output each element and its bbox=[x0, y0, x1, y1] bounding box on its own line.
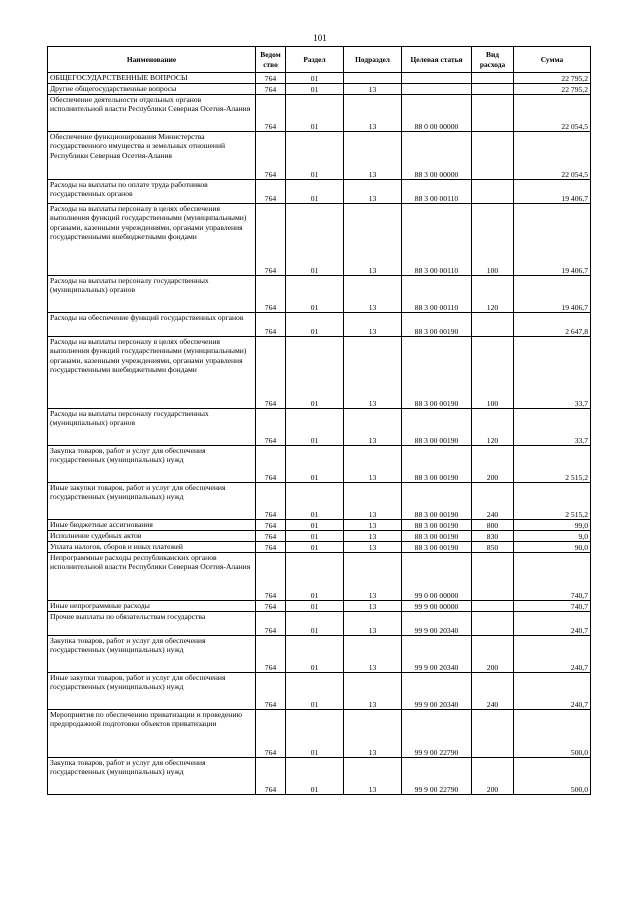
cell-razd: 01 bbox=[286, 276, 344, 313]
cell-name: Иные бюджетные ассигнования bbox=[48, 520, 256, 531]
table-row bbox=[48, 409, 591, 446]
cell-vid: 240 bbox=[472, 483, 514, 520]
cell-pod: 13 bbox=[344, 276, 402, 313]
cell-name: Иные закупки товаров, работ и услуг для обеспечения государственных (муниципальных) нужд bbox=[48, 673, 256, 710]
header-podrazdel: Подраздел bbox=[344, 47, 402, 73]
cell-cel: 88 3 00 00190 bbox=[402, 337, 472, 409]
cell-name: Закупка товаров, работ и услуг для обеспечения государственных (муниципальных) нужд bbox=[48, 636, 256, 673]
cell-cel: 88 3 00 00190 bbox=[402, 531, 472, 542]
table-row bbox=[48, 673, 591, 710]
cell-cel: 88 3 00 00110 bbox=[402, 204, 472, 276]
table-row bbox=[48, 276, 591, 313]
cell-razd: 01 bbox=[286, 132, 344, 180]
cell-razd: 01 bbox=[286, 710, 344, 758]
cell-vid bbox=[472, 710, 514, 758]
cell-pod: 13 bbox=[344, 710, 402, 758]
cell-vid: 100 bbox=[472, 337, 514, 409]
cell-cel: 88 3 00 00190 bbox=[402, 483, 472, 520]
cell-name: Уплата налогов, сборов и иных платежей bbox=[48, 542, 256, 553]
cell-pod: 13 bbox=[344, 409, 402, 446]
cell-vid: 200 bbox=[472, 636, 514, 673]
cell-pod: 13 bbox=[344, 95, 402, 132]
cell-name: Расходы на выплаты персоналу государственных (муниципальных) органов bbox=[48, 276, 256, 313]
cell-sum: 90,0 bbox=[514, 542, 591, 553]
cell-ved: 764 bbox=[256, 204, 286, 276]
table-row bbox=[48, 180, 591, 204]
cell-vid bbox=[472, 95, 514, 132]
cell-ved: 764 bbox=[256, 483, 286, 520]
cell-pod: 13 bbox=[344, 601, 402, 612]
table-row bbox=[48, 612, 591, 636]
cell-name: Исполнение судебных актов bbox=[48, 531, 256, 542]
cell-sum: 740,7 bbox=[514, 601, 591, 612]
header-vid: Вид расхода bbox=[472, 47, 514, 73]
cell-sum: 33,7 bbox=[514, 409, 591, 446]
cell-pod: 13 bbox=[344, 483, 402, 520]
cell-sum: 22 795,2 bbox=[514, 73, 591, 84]
table-row bbox=[48, 483, 591, 520]
cell-cel: 88 3 00 00190 bbox=[402, 542, 472, 553]
header-celevaya: Целевая статья bbox=[402, 47, 472, 73]
cell-cel bbox=[402, 73, 472, 84]
cell-vid bbox=[472, 553, 514, 601]
cell-cel: 88 3 00 00190 bbox=[402, 313, 472, 337]
cell-cel: 88 3 00 00190 bbox=[402, 409, 472, 446]
header-razdel: Раздел bbox=[286, 47, 344, 73]
cell-sum: 19 406,7 bbox=[514, 204, 591, 276]
cell-ved: 764 bbox=[256, 313, 286, 337]
cell-ved: 764 bbox=[256, 520, 286, 531]
cell-ved: 764 bbox=[256, 601, 286, 612]
cell-cel bbox=[402, 84, 472, 95]
cell-ved: 764 bbox=[256, 132, 286, 180]
cell-name: Иные непрограммные расходы bbox=[48, 601, 256, 612]
cell-cel: 88 3 00 00000 bbox=[402, 132, 472, 180]
cell-ved: 764 bbox=[256, 73, 286, 84]
cell-sum: 9,0 bbox=[514, 531, 591, 542]
cell-razd: 01 bbox=[286, 612, 344, 636]
cell-cel: 99 9 00 20340 bbox=[402, 612, 472, 636]
table-row bbox=[48, 601, 591, 612]
cell-razd: 01 bbox=[286, 95, 344, 132]
table-row bbox=[48, 132, 591, 180]
table-row bbox=[48, 542, 591, 553]
cell-name: Расходы на выплаты персоналу в целях обеспечения выполнения функций государственными (муниципальными) органами, казенными учреждениями, органами управления государственными внебюджетными фондами bbox=[48, 337, 256, 409]
cell-vid bbox=[472, 73, 514, 84]
cell-ved: 764 bbox=[256, 758, 286, 795]
cell-razd: 01 bbox=[286, 483, 344, 520]
cell-ved: 764 bbox=[256, 95, 286, 132]
table-row bbox=[48, 531, 591, 542]
cell-pod: 13 bbox=[344, 612, 402, 636]
cell-name: Обеспечение функционирования Министерства государственного имущества и земельных отношений Республики Северная Осетия-Алания bbox=[48, 132, 256, 180]
cell-pod: 13 bbox=[344, 446, 402, 483]
cell-pod: 13 bbox=[344, 180, 402, 204]
table-row bbox=[48, 337, 591, 409]
table-row bbox=[48, 758, 591, 795]
cell-cel: 99 9 00 20340 bbox=[402, 673, 472, 710]
cell-pod: 13 bbox=[344, 204, 402, 276]
cell-razd: 01 bbox=[286, 409, 344, 446]
cell-vid bbox=[472, 601, 514, 612]
cell-name: Другие общегосударственные вопросы bbox=[48, 84, 256, 95]
cell-cel: 99 9 00 22790 bbox=[402, 758, 472, 795]
table-row bbox=[48, 313, 591, 337]
cell-sum: 22 054,5 bbox=[514, 95, 591, 132]
cell-sum: 500,0 bbox=[514, 710, 591, 758]
cell-ved: 764 bbox=[256, 337, 286, 409]
cell-name: Прочие выплаты по обязательствам государства bbox=[48, 612, 256, 636]
cell-pod: 13 bbox=[344, 520, 402, 531]
cell-vid: 100 bbox=[472, 204, 514, 276]
cell-razd: 01 bbox=[286, 673, 344, 710]
cell-ved: 764 bbox=[256, 180, 286, 204]
cell-sum: 22 795,2 bbox=[514, 84, 591, 95]
cell-sum: 19 406,7 bbox=[514, 180, 591, 204]
cell-ved: 764 bbox=[256, 553, 286, 601]
cell-sum: 240,7 bbox=[514, 612, 591, 636]
cell-razd: 01 bbox=[286, 337, 344, 409]
cell-pod: 13 bbox=[344, 132, 402, 180]
cell-sum: 19 406,7 bbox=[514, 276, 591, 313]
cell-name: Мероприятия по обеспечению приватизации и проведению предпродажной подготовки объектов приватизации bbox=[48, 710, 256, 758]
table-row bbox=[48, 84, 591, 95]
header-summa: Сумма bbox=[514, 47, 591, 73]
header-row bbox=[48, 47, 591, 73]
table-row bbox=[48, 636, 591, 673]
cell-pod: 13 bbox=[344, 531, 402, 542]
cell-pod: 13 bbox=[344, 337, 402, 409]
table-row bbox=[48, 95, 591, 132]
cell-vid bbox=[472, 612, 514, 636]
cell-ved: 764 bbox=[256, 636, 286, 673]
cell-razd: 01 bbox=[286, 636, 344, 673]
cell-sum: 240,7 bbox=[514, 673, 591, 710]
cell-ved: 764 bbox=[256, 446, 286, 483]
cell-razd: 01 bbox=[286, 758, 344, 795]
cell-cel: 88 3 00 00190 bbox=[402, 520, 472, 531]
cell-razd: 01 bbox=[286, 313, 344, 337]
header-ved: Ведом ство bbox=[256, 47, 286, 73]
cell-vid: 800 bbox=[472, 520, 514, 531]
cell-sum: 2 515,2 bbox=[514, 483, 591, 520]
cell-name: Расходы на выплаты персоналу в целях обеспечения выполнения функций государственными (муниципальными) органами, казенными учреждениями, органами управления государственными внебюджетными фондами bbox=[48, 204, 256, 276]
cell-razd: 01 bbox=[286, 553, 344, 601]
cell-name: Непрограммные расходы республиканских органов исполнительной власти Республики Северная Осетия-Алания bbox=[48, 553, 256, 601]
cell-ved: 764 bbox=[256, 276, 286, 313]
cell-vid bbox=[472, 132, 514, 180]
cell-razd: 01 bbox=[286, 180, 344, 204]
cell-cel: 99 9 00 22790 bbox=[402, 710, 472, 758]
cell-pod: 13 bbox=[344, 542, 402, 553]
cell-cel: 99 9 00 00000 bbox=[402, 601, 472, 612]
table-row bbox=[48, 520, 591, 531]
cell-name: Расходы на выплаты персоналу государственных (муниципальных) органов bbox=[48, 409, 256, 446]
cell-vid: 120 bbox=[472, 409, 514, 446]
cell-sum: 240,7 bbox=[514, 636, 591, 673]
cell-pod bbox=[344, 73, 402, 84]
cell-name: Расходы на выплаты по оплате труда работников государственных органов bbox=[48, 180, 256, 204]
cell-razd: 01 bbox=[286, 73, 344, 84]
cell-sum: 2 647,8 bbox=[514, 313, 591, 337]
cell-sum: 2 515,2 bbox=[514, 446, 591, 483]
cell-name: Закупка товаров, работ и услуг для обеспечения государственных (муниципальных) нужд bbox=[48, 446, 256, 483]
cell-pod: 13 bbox=[344, 313, 402, 337]
table-row bbox=[48, 446, 591, 483]
cell-ved: 764 bbox=[256, 84, 286, 95]
cell-name: ОБЩЕГОСУДАРСТВЕННЫЕ ВОПРОСЫ bbox=[48, 73, 256, 84]
cell-sum: 22 054,5 bbox=[514, 132, 591, 180]
cell-vid bbox=[472, 84, 514, 95]
cell-vid: 200 bbox=[472, 758, 514, 795]
cell-name: Расходы на обеспечение функций государственных органов bbox=[48, 313, 256, 337]
cell-ved: 764 bbox=[256, 710, 286, 758]
cell-sum: 500,0 bbox=[514, 758, 591, 795]
cell-name: Закупка товаров, работ и услуг для обеспечения государственных (муниципальных) нужд bbox=[48, 758, 256, 795]
cell-cel: 88 0 00 00000 bbox=[402, 95, 472, 132]
cell-cel: 99 0 00 00000 bbox=[402, 553, 472, 601]
cell-ved: 764 bbox=[256, 409, 286, 446]
cell-pod: 13 bbox=[344, 84, 402, 95]
cell-name: Обеспечение деятельности отдельных органов исполнительной власти Республики Северная Осетия-Алания bbox=[48, 95, 256, 132]
cell-cel: 88 3 00 00190 bbox=[402, 446, 472, 483]
cell-razd: 01 bbox=[286, 520, 344, 531]
table-row bbox=[48, 710, 591, 758]
cell-razd: 01 bbox=[286, 204, 344, 276]
cell-razd: 01 bbox=[286, 601, 344, 612]
cell-vid: 830 bbox=[472, 531, 514, 542]
cell-razd: 01 bbox=[286, 84, 344, 95]
cell-vid: 240 bbox=[472, 673, 514, 710]
cell-pod: 13 bbox=[344, 758, 402, 795]
table-row bbox=[48, 204, 591, 276]
cell-ved: 764 bbox=[256, 542, 286, 553]
cell-pod: 13 bbox=[344, 553, 402, 601]
cell-vid bbox=[472, 180, 514, 204]
cell-ved: 764 bbox=[256, 531, 286, 542]
page-number: 101 bbox=[313, 33, 327, 43]
cell-vid: 200 bbox=[472, 446, 514, 483]
table-row bbox=[48, 553, 591, 601]
budget-table bbox=[47, 46, 591, 795]
cell-razd: 01 bbox=[286, 446, 344, 483]
cell-sum: 740,7 bbox=[514, 553, 591, 601]
cell-ved: 764 bbox=[256, 673, 286, 710]
cell-cel: 99 9 00 20340 bbox=[402, 636, 472, 673]
cell-ved: 764 bbox=[256, 612, 286, 636]
header-name: Наименование bbox=[48, 47, 256, 73]
cell-vid: 850 bbox=[472, 542, 514, 553]
cell-pod: 13 bbox=[344, 636, 402, 673]
cell-vid bbox=[472, 313, 514, 337]
cell-name: Иные закупки товаров, работ и услуг для обеспечения государственных (муниципальных) нужд bbox=[48, 483, 256, 520]
cell-razd: 01 bbox=[286, 531, 344, 542]
cell-cel: 88 3 00 00110 bbox=[402, 180, 472, 204]
cell-pod: 13 bbox=[344, 673, 402, 710]
cell-cel: 88 3 00 00110 bbox=[402, 276, 472, 313]
cell-razd: 01 bbox=[286, 542, 344, 553]
cell-sum: 33,7 bbox=[514, 337, 591, 409]
cell-vid: 120 bbox=[472, 276, 514, 313]
table-row bbox=[48, 73, 591, 84]
cell-sum: 99,0 bbox=[514, 520, 591, 531]
